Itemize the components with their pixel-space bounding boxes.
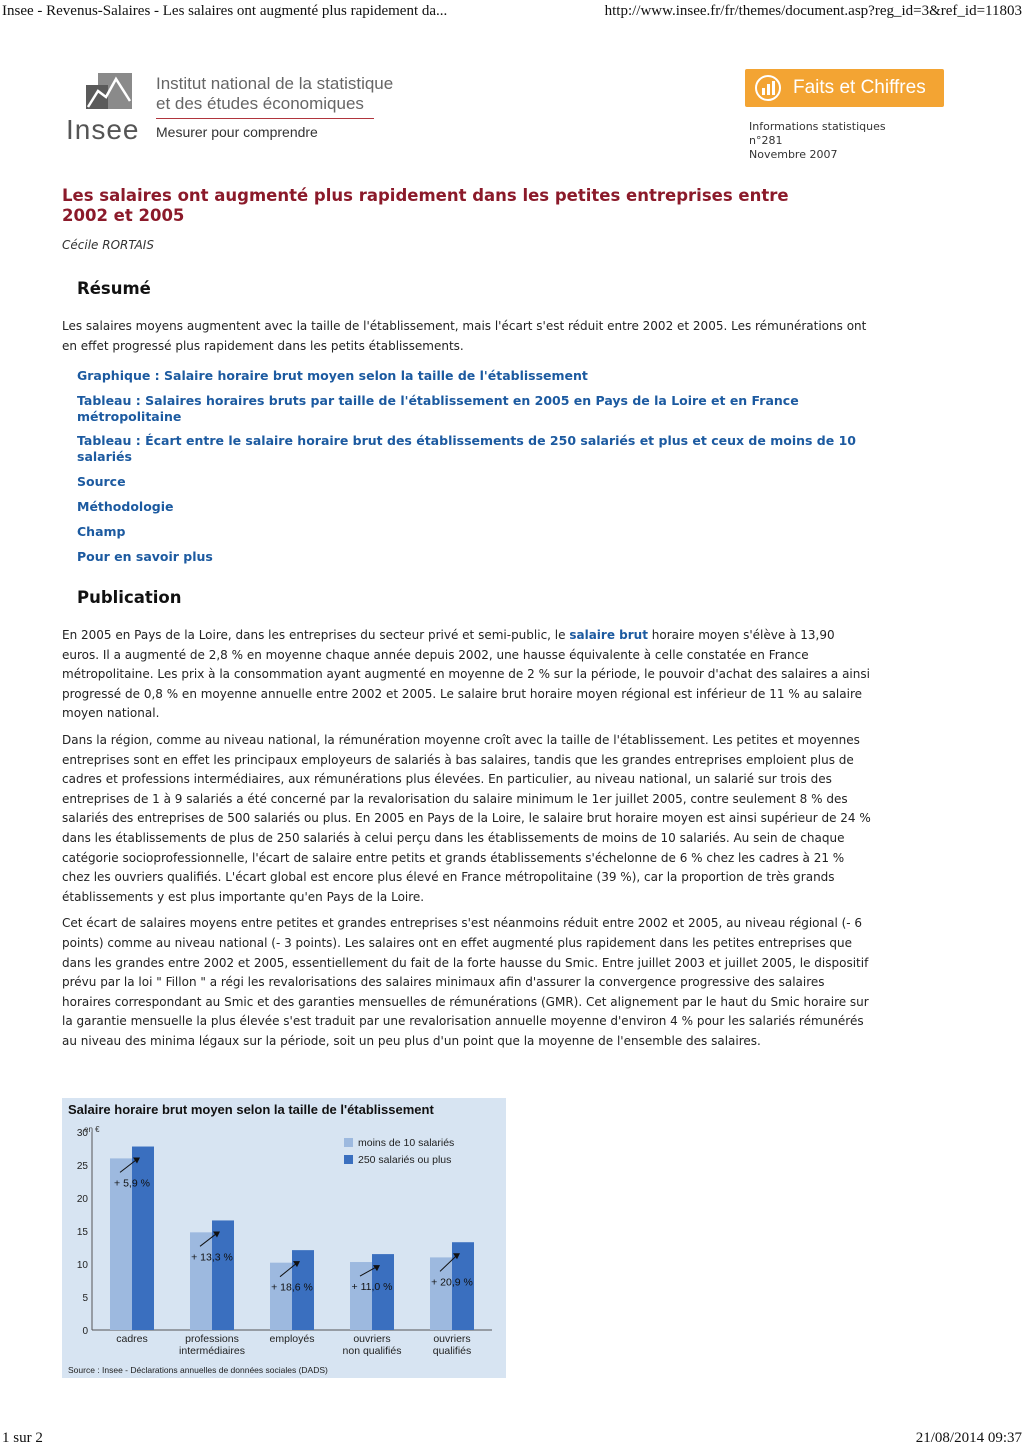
growth-label: + 5,9 %	[114, 1177, 150, 1190]
logo-rule	[156, 118, 374, 119]
legend-label-small: moins de 10 salariés	[358, 1137, 455, 1149]
legend-label-large: 250 salariés ou plus	[358, 1154, 452, 1166]
publication-body	[62, 626, 874, 1058]
faits-et-chiffres-label: Faits et Chiffres	[793, 77, 926, 98]
x-tick-label: non qualifiés	[342, 1345, 402, 1357]
bar-small	[190, 1232, 212, 1330]
print-header-title: Insee - Revenus-Salaires - Les salaires ont augmenté plus rapidement da...	[2, 3, 448, 19]
y-tick-label: 30	[76, 1128, 88, 1139]
toc-link-graphique[interactable]: Graphique : Salaire horaire brut moyen selon la taille de l'établissement	[77, 368, 588, 383]
print-header	[0, 0, 1024, 24]
x-tick-label: ouvriers	[433, 1333, 471, 1345]
print-footer	[0, 1428, 1024, 1450]
chart-title: Salaire horaire brut moyen selon la taille de l'établissement	[68, 1102, 434, 1117]
y-tick-label: 10	[76, 1260, 88, 1271]
y-tick-label: 20	[76, 1194, 88, 1205]
logo-name-line2: et des études économiques	[156, 94, 364, 113]
bar-small	[270, 1263, 292, 1330]
toc-link-champ[interactable]: Champ	[77, 524, 126, 539]
p1-text-before: En 2005 en Pays de la Loire, dans les entreprises du secteur privé et semi-public, le	[62, 628, 570, 642]
x-tick-label: intermédiaires	[179, 1345, 245, 1357]
bar-chart-icon	[755, 75, 781, 101]
legend-swatch-large	[344, 1155, 353, 1164]
resume-paragraph: Les salaires moyens augmentent avec la taille de l'établissement, mais l'écart s'est réduit entre 2002 et 2005. Les rémunérations ont en effet progressé plus rapidement dans les petits établissements.	[62, 319, 867, 353]
growth-label: + 20,9 %	[431, 1276, 473, 1289]
toc-link-source[interactable]: Source	[77, 474, 126, 489]
salary-chart-svg	[62, 1098, 506, 1378]
print-header-url[interactable]: http://www.insee.fr/fr/themes/document.asp?reg_id=3&ref_id=11803	[604, 3, 1022, 19]
salary-chart	[62, 1098, 506, 1378]
insee-logo[interactable]	[62, 66, 392, 146]
publication-paragraph-1	[62, 626, 874, 724]
chart-bars-group	[110, 1147, 474, 1330]
chart-source: Source : Insee - Déclarations annuelles de données sociales (DADS)	[68, 1365, 328, 1375]
faits-et-chiffres-badge[interactable]	[745, 69, 944, 107]
salaire-brut-link[interactable]: salaire brut	[569, 628, 648, 642]
toc-link-tableau-ecart[interactable]: Tableau : Écart entre le salaire horaire brut des établissements de 250 salariés et plus et ceux de moins de 10 salariés	[77, 433, 856, 464]
insee-wordmark: Insee	[66, 114, 140, 145]
print-footer-page: 1 sur 2	[2, 1430, 43, 1446]
logo-name-line1: Institut national de la statistique	[156, 74, 394, 93]
bar-large	[132, 1147, 154, 1330]
bar-small	[350, 1262, 372, 1330]
publication-date: Novembre 2007	[749, 148, 838, 161]
chart-y-unit: en €	[84, 1125, 100, 1134]
p1-text-after: horaire moyen s'élève à 13,90 euros. Il a augmenté de 2,8 % en moyenne chaque année depuis 2002, une hausse équivalente à celle constatée en France métropolitaine. Les prix à la consommation ayant augmenté en moyenne de 2 % sur la période, le pouvoir d'achat des salaires a ainsi progressé de 0,8 % en moyenne annuelle entre 2002 et 2005. Le salaire brut horaire moyen régional est inférieur de 11 % au salaire moyen national.	[62, 628, 870, 721]
growth-label: + 13,3 %	[191, 1251, 233, 1264]
article-author: Cécile RORTAIS	[62, 238, 154, 252]
growth-label: + 18,6 %	[271, 1281, 313, 1294]
y-tick-label: 5	[82, 1293, 88, 1304]
x-tick-label: employés	[269, 1333, 315, 1345]
x-tick-label: ouvriers	[353, 1333, 391, 1345]
resume-text	[62, 317, 874, 363]
publication-paragraph-3: Cet écart de salaires moyens entre petites et grandes entreprises s'est néanmoins réduit entre 2002 et 2005, au niveau régional (- 6 points) comme au niveau national (- 3 points). Les salaires ont en effet augmenté plus rapidement dans les petites entreprises que dans les grandes entre 2002 et 2005, essentiellement du fait de la forte hausse du Smic. Entre juillet 2003 et juillet 2005, le dispositif prévu par la loi " Fillon " a régi les revalorisations des salaires minimaux afin d'assurer la convergence progressive des salaires horaires correspondant au Smic et des garanties mensuelles de rémunérations (GMR). Cet alignement par le haut du Smic horaire sur la garantie mensuelle la plus élevée s'est traduit par une revalorisation annuelle moyenne d'environ 4 % pour les salariés rémunérés au niveau des minima légaux sur la période, soit un peu plus d'un point que la moyenne de l'ensemble des salaires.	[62, 916, 869, 1048]
toc-link-en-savoir-plus[interactable]: Pour en savoir plus	[77, 549, 213, 564]
x-tick-label: cadres	[116, 1333, 148, 1345]
toc-link-methodologie[interactable]: Méthodologie	[77, 499, 174, 514]
resume-heading: Résumé	[77, 279, 151, 298]
x-tick-label: qualifiés	[432, 1345, 472, 1357]
bar-small	[430, 1257, 452, 1330]
print-footer-datetime: 21/08/2014 09:37	[915, 1430, 1022, 1446]
y-tick-label: 0	[82, 1326, 88, 1337]
publication-info	[749, 120, 886, 162]
insee-logo-icon	[84, 71, 134, 111]
x-tick-label: professions	[185, 1333, 239, 1345]
publication-heading: Publication	[77, 588, 182, 607]
logo-tagline: Mesurer pour comprendre	[156, 124, 318, 140]
toc-link-tableau-salaires[interactable]: Tableau : Salaires horaires bruts par taille de l'établissement en 2005 en Pays de la Loire et en France métropolitaine	[77, 393, 799, 424]
y-tick-label: 15	[76, 1227, 88, 1238]
chart-legend	[344, 1137, 454, 1166]
publication-series: Informations statistiques	[749, 120, 886, 133]
growth-label: + 11,0 %	[351, 1281, 393, 1294]
bar-large	[212, 1220, 234, 1330]
legend-swatch-small	[344, 1138, 353, 1147]
article-title: Les salaires ont augmenté plus rapidement dans les petites entreprises entre 2002 et 2005	[62, 186, 789, 225]
y-tick-label: 25	[76, 1161, 88, 1172]
publication-paragraph-2: Dans la région, comme au niveau national, la rémunération moyenne croît avec la taille de l'établissement. Les petites et moyennes entreprises sont en effet les principaux employeurs de salariés à bas salaires, tandis que les grandes entreprises emploient plus de cadres et professions intermédiaires, aux rémunérations plus élevées. En particulier, au niveau national, un salarié sur trois des entreprises de 1 à 9 salariés a été concerné par la revalorisation du salaire minimum le 1er juillet 2005, contre seulement 8 % des salariés des entreprises de 500 salariés ou plus. En 2005 en Pays de la Loire, le salaire brut horaire moyen est ainsi supérieur de 24 % dans les établissements de plus de 250 salariés à celui perçu dans les établissements de moins de 10 salariés. Au sein de chaque catégorie socioprofessionnelle, l'écart de salaire entre petits et grands établissements s'échelonne de 6 % chez les cadres à 21 % chez les ouvriers qualifiés. L'écart global est encore plus élevé en France métropolitaine (39 %), car la proportion de très grands établissements y est plus importante qu'en Pays de la Loire.	[62, 732, 871, 904]
publication-number: n°281	[749, 134, 783, 147]
